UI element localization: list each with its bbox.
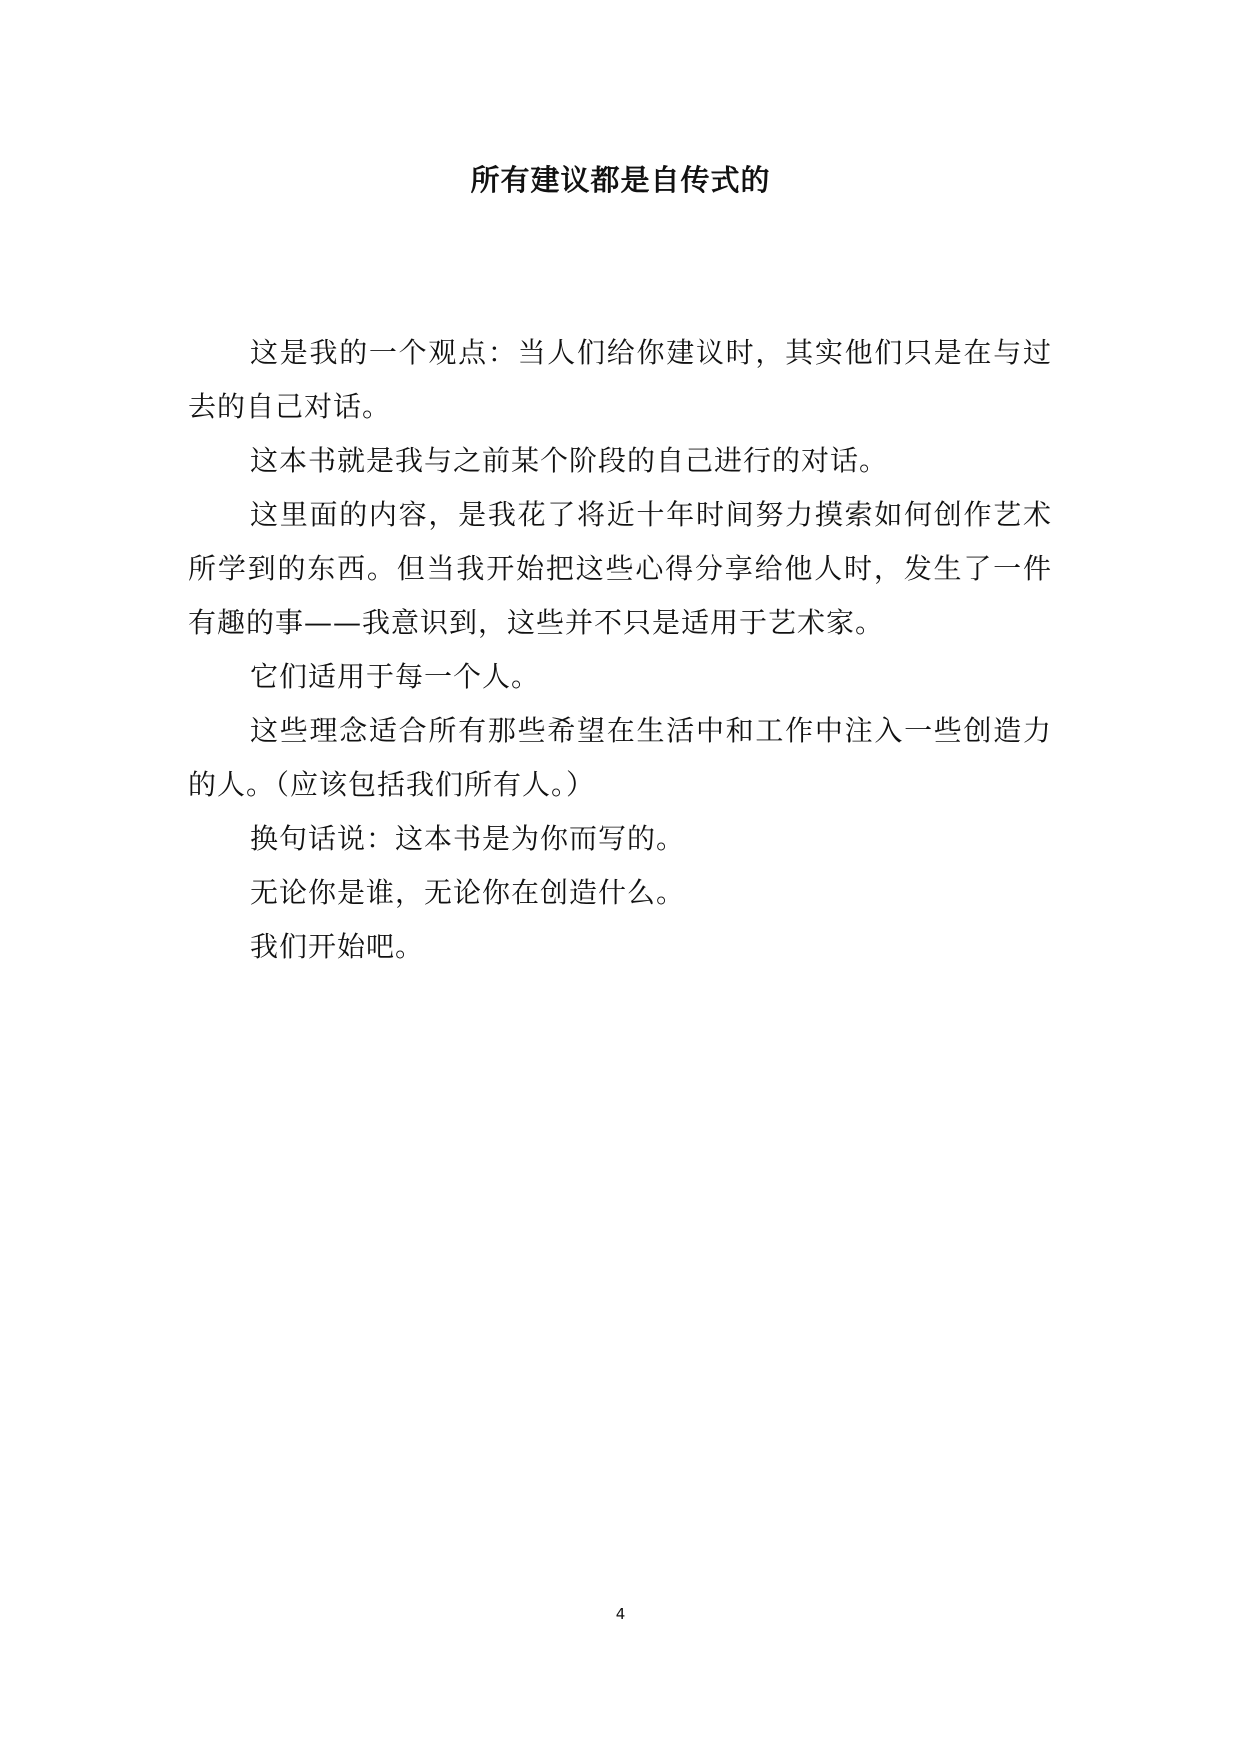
paragraph: 这些理念适合所有那些希望在生活中和工作中注入一些创造力的人。（应该包括我们所有人。） [188,714,1052,801]
paragraph: 换句话说：这本书是为你而写的。 [250,822,686,855]
paragraph: 无论你是谁，无论你在创造什么。 [250,876,686,909]
paragraph: 这是我的一个观点：当人们给你建议时，其实他们只是在与过去的自己对话。 [188,336,1052,423]
paragraph: 我们开始吧。 [250,930,425,963]
body-text [188,326,1052,974]
page-number: 4 [615,1605,626,1623]
paragraph: 这本书就是我与之前某个阶段的自己进行的对话。 [250,444,889,477]
page-title: 所有建议都是自传式的 [470,163,771,197]
paragraph: 这里面的内容，是我花了将近十年时间努力摸索如何创作艺术所学到的东西。但当我开始把这些心得分享给他人时，发生了一件有趣的事——我意识到，这些并不只是适用于艺术家。 [188,498,1052,639]
paragraph: 它们适用于每一个人。 [250,660,541,693]
